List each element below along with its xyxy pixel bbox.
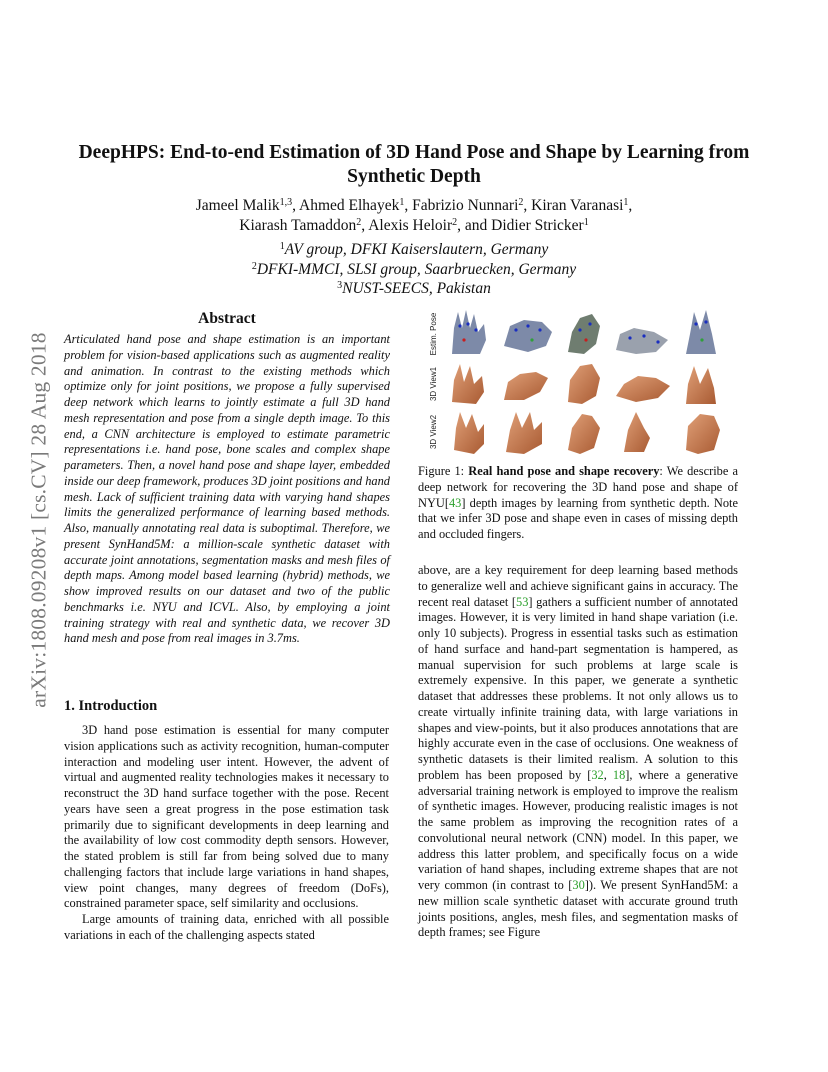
introduction-heading: 1. Introduction bbox=[64, 698, 158, 714]
author-list: Jameel Malik$^{1,3}$, Ahmed Elhayek$^1$, Fabrizio Nunnari$^2$, Kiran Varanasi$^1$, Kiarash Tamaddon$^2$, Alexis Heloir$^2$, and Didier Stricker$^1$ bbox=[195, 197, 633, 234]
depth-hand-1 bbox=[452, 310, 486, 354]
author-name: Ahmed Elhayek bbox=[299, 197, 400, 214]
depth-hand-5 bbox=[686, 310, 716, 354]
caption-label: Figure 1: bbox=[418, 464, 465, 478]
author-sup: 2 bbox=[356, 217, 362, 228]
mesh-hand bbox=[686, 414, 720, 454]
citation-link[interactable]: 43 bbox=[448, 495, 462, 510]
author-sup: 1,3 bbox=[279, 197, 293, 208]
mesh-hand bbox=[452, 364, 484, 404]
figure-1-caption bbox=[418, 464, 738, 543]
author-name: Didier Stricker bbox=[491, 217, 584, 234]
author-name: Kiran Varanasi bbox=[531, 197, 624, 214]
author-name: Fabrizio Nunnari bbox=[412, 197, 519, 214]
row-label: 3D View1 bbox=[429, 366, 438, 402]
abstract-text: Articulated hand pose and shape estimation is an important problem for vision-based applications such as augmented reality and animation. In contrast to the existing methods which optimize only for joint positions, we propose a fully supervised deep network which learns to jointly estimate a full 3D hand mesh representation and pose from a single depth image. To this end, a CNN architecture is employed to estimate parametric representations i.e. hand pose, bone scales and complex shape parameters. Then, a novel hand pose and shape layer, embedded inside our deep framework, produces 3D joint positions and hand mesh. Lack of sufficient training data with varying hand shapes limits the generalized performance of learning based methods. Also, manually annotating real data is suboptimal. Therefore, we present SynHand5M: a million-scale synthetic dataset with accurate joint annotations, segmentation masks and mesh files of depth maps. Among model based learning (hybrid) methods, we show improved results on our dataset and two of the public benchmarks i.e. NYU and ICVL. Also, by employing a joint training strategy with real and synthetic data, we recover 3D hand mesh and pose from real images in 3.7ms. bbox=[64, 332, 390, 646]
citation-link[interactable]: 32 bbox=[591, 767, 604, 782]
arxiv-id: arXiv:1808.09208v1 [cs.CV] 28 Aug 2018 bbox=[26, 332, 51, 708]
author-sup: 1 bbox=[583, 217, 589, 228]
mesh-hand bbox=[624, 412, 650, 452]
figure-1 bbox=[424, 304, 736, 456]
caption-text: ] depth images by learning from synthetic depth. Note that we infer 3D pose and shape even in cases of missing depth and occluded fingers. bbox=[418, 495, 738, 541]
paragraph: Large amounts of training data, enriched with all possible variations in each of the challenging aspects stated bbox=[64, 912, 389, 942]
mesh-view1 bbox=[452, 364, 716, 404]
row-label: Estim. Pose bbox=[429, 312, 438, 356]
depth-hand-2 bbox=[504, 320, 552, 352]
mesh-hand bbox=[686, 366, 716, 404]
citation-link[interactable]: 30 bbox=[572, 878, 585, 892]
row-label: 3D View2 bbox=[429, 414, 438, 450]
author-sup: 2 bbox=[518, 197, 524, 208]
paragraph: above, are a key requirement for deep learning based methods to generalize well and achieve significant gains in accuracy. The recent real dataset [53] gathers a sufficient number of annotated images. However, it is very limited in hand shape variation (i.e. only 10 subjects). Progress in essential tasks such as estimation of hand surface and hand-part segmentation is hampered, as manual supervision for such problems at large scale is extremely expensive. In this paper, we generate a synthetic dataset that addresses these problems. It not only allows us to create virtually infinite training data, with large variations in shapes and view-points, but it also produces annotations that are highly accurate even in the case of occlusions. One weakness of synthetic datasets is their limited realism. A solution to this problem has been proposed by [32, 18], where a generative adversarial training network is employed to improve the realism of synthetic images. However, producing realistic images is not the same problem as improving the recognition rates of a convolutional neural network (CNN) model. In this paper, we address this latter problem, and specifically focus on a wide variation of hand shapes, including extreme shapes that are not very common (in contrast to [30]). We present SynHand5M: a new million scale synthetic dataset with accurate ground truth joints positions, angles, mesh files, and segmentation masks of depth frames; see Figure bbox=[418, 563, 738, 940]
affiliation: $^2$DFKI-MMCI, SLSI group, Saarbruecken, Germany bbox=[251, 260, 577, 278]
author-name: Kiarash Tamaddon bbox=[239, 217, 357, 234]
figure-1-image bbox=[424, 304, 736, 456]
paper-title: DeepHPS: End-to-end Estimation of 3D Hand Pose and Shape by Learning from Synthetic Depth bbox=[78, 142, 750, 187]
mesh-hand bbox=[506, 412, 542, 454]
depth-hand-4 bbox=[616, 328, 668, 354]
author-name: Alexis Heloir bbox=[368, 217, 453, 234]
mesh-hand bbox=[504, 372, 548, 400]
mesh-view2 bbox=[454, 412, 720, 454]
arxiv-sidebar bbox=[22, 270, 56, 770]
mesh-hand bbox=[568, 364, 600, 404]
caption-title: Real hand pose and shape recovery bbox=[468, 464, 660, 478]
author-sup: 1 bbox=[623, 197, 629, 208]
affiliation: $^3$NUST-SEECS, Pakistan bbox=[337, 280, 491, 297]
mesh-hand bbox=[568, 414, 600, 454]
mesh-hand bbox=[616, 376, 670, 402]
introduction-body bbox=[64, 723, 389, 944]
right-column-body bbox=[418, 563, 738, 941]
affiliations bbox=[90, 240, 738, 299]
citation-link[interactable]: 53 bbox=[516, 594, 529, 609]
paragraph: 3D hand pose estimation is essential for many computer vision applications such as activity recognition, human-computer interaction and modeling user intent. However, the advent of virtual and augmented reality technologies makes it necessary to reconstruct the 3D hand surface together with the pose. Recent years have seen a great progress in the pose estimation task primarily due to significant developments in deep learning and the availability of low cost commodity depth sensors. However, the stated problem is still far from being solved due to many challenging factors that include large variations in hand shapes, view point changes, many degrees of freedom (DoFs), constrained parameter space, self similarity and occlusions. bbox=[64, 723, 389, 911]
author-sup: 1 bbox=[399, 197, 405, 208]
caption-text: : We describe a deep network for recovering the 3D hand pose and shape of NYU[ bbox=[418, 464, 738, 510]
mesh-hand bbox=[454, 412, 484, 454]
depth-hand-3 bbox=[568, 314, 600, 354]
author-sup: 2 bbox=[452, 217, 458, 228]
abstract-heading: Abstract bbox=[198, 310, 256, 327]
author-name: Jameel Malik bbox=[195, 197, 280, 214]
citation-link[interactable]: 18 bbox=[612, 767, 626, 782]
affiliation: $^1$AV group, DFKI Kaiserslautern, Germany bbox=[279, 241, 549, 258]
